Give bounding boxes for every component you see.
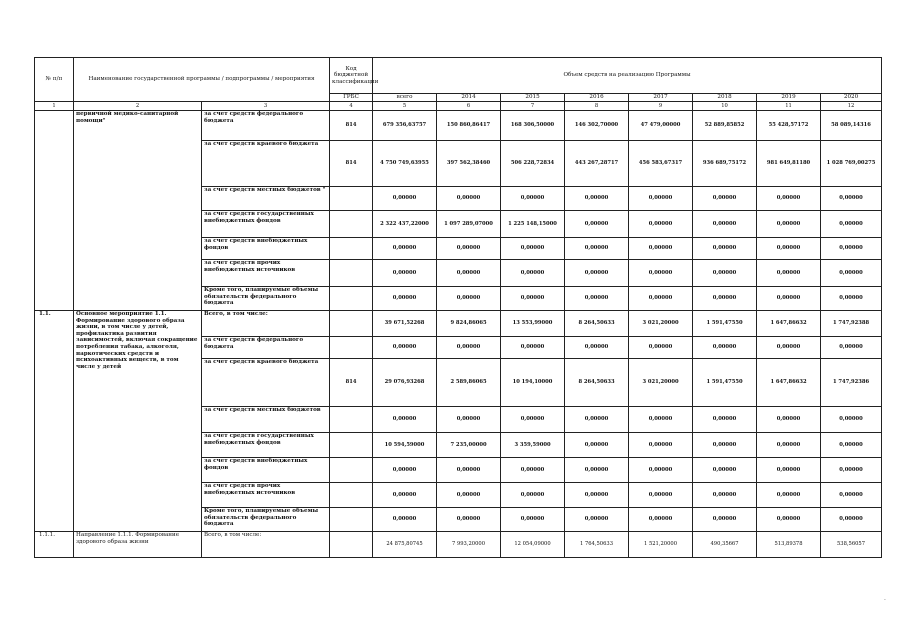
grbs-code bbox=[330, 287, 373, 311]
amount-cell: 1 747,92386 bbox=[821, 359, 882, 407]
funding-source: за счет средств местных бюджетов " bbox=[202, 187, 330, 211]
amount-cell: 0,00000 bbox=[373, 260, 437, 287]
amount-cell: 0,00000 bbox=[629, 458, 693, 483]
amount-cell: 3 359,59000 bbox=[501, 433, 565, 458]
grbs-code bbox=[330, 483, 373, 508]
row-number bbox=[35, 111, 74, 311]
amount-cell: 0,00000 bbox=[437, 187, 501, 211]
amount-cell: 0,00000 bbox=[373, 238, 437, 260]
header-volume: Объем средств на реализацию Программы bbox=[373, 58, 882, 94]
amount-cell: 1 764,50633 bbox=[565, 532, 629, 558]
amount-cell: 0,00000 bbox=[565, 458, 629, 483]
amount-cell: 0,00000 bbox=[373, 287, 437, 311]
amount-cell: 0,00000 bbox=[501, 508, 565, 532]
amount-cell: 397 562,38460 bbox=[437, 141, 501, 187]
amount-cell: 0,00000 bbox=[757, 508, 821, 532]
amount-cell: 0,00000 bbox=[629, 407, 693, 433]
amount-cell: 8 264,50633 bbox=[565, 311, 629, 337]
grbs-code bbox=[330, 311, 373, 337]
column-index: 5 bbox=[373, 102, 437, 111]
amount-cell: 0,00000 bbox=[821, 211, 882, 238]
grbs-code: 814 bbox=[330, 141, 373, 187]
program-name: Основное мероприятие 1.1. Формирование здорового образа жизни, в том числе у детей, профилактика развития зависимостей, включая сокращение потребления табака, алкоголя, наркотических средств и психоактивных веществ, в том числе у детей bbox=[74, 311, 202, 532]
funding-source: Кроме того, планируемые объемы обязательств федерального бюджета bbox=[202, 508, 330, 532]
funding-source: за счет средств внебюджетных фондов bbox=[202, 238, 330, 260]
amount-cell: 0,00000 bbox=[565, 260, 629, 287]
amount-cell: 7 993,20000 bbox=[437, 532, 501, 558]
amount-cell: 0,00000 bbox=[565, 187, 629, 211]
header-year: всего bbox=[373, 94, 437, 102]
amount-cell: 0,00000 bbox=[821, 238, 882, 260]
amount-cell: 0,00000 bbox=[821, 433, 882, 458]
amount-cell: 513,89378 bbox=[757, 532, 821, 558]
funding-source: за счет средств краевого бюджета bbox=[202, 141, 330, 187]
amount-cell: 1 591,47550 bbox=[693, 359, 757, 407]
amount-cell: 0,00000 bbox=[629, 187, 693, 211]
amount-cell: 0,00000 bbox=[757, 337, 821, 359]
grbs-code bbox=[330, 407, 373, 433]
budget-table bbox=[34, 57, 882, 558]
amount-cell: 0,00000 bbox=[757, 187, 821, 211]
amount-cell: 1 591,47550 bbox=[693, 311, 757, 337]
amount-cell: 2 589,86065 bbox=[437, 359, 501, 407]
funding-source: Кроме того, планируемые объемы обязательств федерального бюджета bbox=[202, 287, 330, 311]
amount-cell: 981 649,81180 bbox=[757, 141, 821, 187]
amount-cell: 0,00000 bbox=[629, 238, 693, 260]
amount-cell: 55 428,57172 bbox=[757, 111, 821, 141]
program-name: Направление 1.1.1. Формирование здорового образа жизни bbox=[74, 532, 202, 558]
amount-cell: 0,00000 bbox=[821, 407, 882, 433]
header-code: Код бюджетной классификации bbox=[330, 58, 373, 94]
amount-cell: 0,00000 bbox=[693, 483, 757, 508]
amount-cell: 538,56057 bbox=[821, 532, 882, 558]
amount-cell: 0,00000 bbox=[501, 187, 565, 211]
amount-cell: 0,00000 bbox=[821, 337, 882, 359]
amount-cell: 0,00000 bbox=[437, 238, 501, 260]
amount-cell: 0,00000 bbox=[821, 508, 882, 532]
amount-cell: 0,00000 bbox=[821, 187, 882, 211]
funding-source: за счет средств внебюджетных фондов bbox=[202, 458, 330, 483]
amount-cell: 1 647,86632 bbox=[757, 311, 821, 337]
header-year: 2020 bbox=[821, 94, 882, 102]
row-number: 1.1. bbox=[35, 311, 74, 532]
header-year: 2018 bbox=[693, 94, 757, 102]
grbs-code bbox=[330, 458, 373, 483]
funding-source: за счет средств краевого бюджета bbox=[202, 359, 330, 407]
amount-cell: 0,00000 bbox=[373, 458, 437, 483]
amount-cell: 0,00000 bbox=[693, 260, 757, 287]
program-name: первичной медико-санитарной помощи" bbox=[74, 111, 202, 311]
column-index: 1 bbox=[35, 102, 74, 111]
amount-cell: 168 306,50000 bbox=[501, 111, 565, 141]
amount-cell: 0,00000 bbox=[821, 483, 882, 508]
amount-cell: 1 028 769,00275 bbox=[821, 141, 882, 187]
amount-cell: 0,00000 bbox=[629, 433, 693, 458]
grbs-code bbox=[330, 187, 373, 211]
amount-cell: 0,00000 bbox=[757, 433, 821, 458]
column-index: 10 bbox=[693, 102, 757, 111]
header-year: 2019 bbox=[757, 94, 821, 102]
header-year: 2015 bbox=[501, 94, 565, 102]
amount-cell: 0,00000 bbox=[821, 458, 882, 483]
column-index: 9 bbox=[629, 102, 693, 111]
header-year: 2014 bbox=[437, 94, 501, 102]
amount-cell: 0,00000 bbox=[629, 337, 693, 359]
amount-cell: 1 097 289,07000 bbox=[437, 211, 501, 238]
amount-cell: 39 671,52268 bbox=[373, 311, 437, 337]
scan-dot: · bbox=[884, 597, 886, 604]
amount-cell: 936 689,75172 bbox=[693, 141, 757, 187]
amount-cell: 2 322 437,22000 bbox=[373, 211, 437, 238]
amount-cell: 0,00000 bbox=[373, 483, 437, 508]
amount-cell: 506 228,72834 bbox=[501, 141, 565, 187]
amount-cell: 490,35667 bbox=[693, 532, 757, 558]
grbs-code bbox=[330, 238, 373, 260]
amount-cell: 0,00000 bbox=[437, 407, 501, 433]
amount-cell: 0,00000 bbox=[693, 433, 757, 458]
amount-cell: 0,00000 bbox=[437, 508, 501, 532]
amount-cell: 0,00000 bbox=[501, 260, 565, 287]
amount-cell: 0,00000 bbox=[629, 211, 693, 238]
column-index: 12 bbox=[821, 102, 882, 111]
funding-source: за счет средств местных бюджетов bbox=[202, 407, 330, 433]
funding-source: за счет средств государственных внебюджетных фондов bbox=[202, 211, 330, 238]
funding-source: за счет средств прочих внебюджетных источников bbox=[202, 483, 330, 508]
amount-cell: 150 860,86417 bbox=[437, 111, 501, 141]
amount-cell: 0,00000 bbox=[629, 287, 693, 311]
grbs-code bbox=[330, 433, 373, 458]
amount-cell: 0,00000 bbox=[821, 260, 882, 287]
amount-cell: 10 594,59000 bbox=[373, 433, 437, 458]
amount-cell: 7 235,00000 bbox=[437, 433, 501, 458]
header-name: Наименование государственной программы / подпрограммы / мероприятия bbox=[74, 58, 330, 102]
grbs-code bbox=[330, 211, 373, 238]
amount-cell: 0,00000 bbox=[757, 407, 821, 433]
grbs-code bbox=[330, 508, 373, 532]
grbs-code: 814 bbox=[330, 111, 373, 141]
amount-cell: 0,00000 bbox=[629, 483, 693, 508]
funding-source: за счет средств прочих внебюджетных источников bbox=[202, 260, 330, 287]
header-number: № п/п bbox=[35, 58, 74, 102]
grbs-code bbox=[330, 260, 373, 287]
amount-cell: 10 194,10000 bbox=[501, 359, 565, 407]
funding-source: за счет средств государственных внебюджетных фондов bbox=[202, 433, 330, 458]
amount-cell: 0,00000 bbox=[693, 407, 757, 433]
grbs-code: 814 bbox=[330, 359, 373, 407]
amount-cell: 0,00000 bbox=[373, 187, 437, 211]
amount-cell: 0,00000 bbox=[565, 211, 629, 238]
amount-cell: 0,00000 bbox=[437, 260, 501, 287]
amount-cell: 0,00000 bbox=[757, 211, 821, 238]
amount-cell: 0,00000 bbox=[629, 260, 693, 287]
amount-cell: 3 021,20000 bbox=[629, 359, 693, 407]
amount-cell: 0,00000 bbox=[693, 187, 757, 211]
amount-cell: 1 747,92388 bbox=[821, 311, 882, 337]
amount-cell: 0,00000 bbox=[501, 407, 565, 433]
column-index: 2 bbox=[74, 102, 202, 111]
amount-cell: 1 521,20000 bbox=[629, 532, 693, 558]
amount-cell: 0,00000 bbox=[821, 287, 882, 311]
amount-cell: 0,00000 bbox=[565, 407, 629, 433]
amount-cell: 0,00000 bbox=[501, 337, 565, 359]
amount-cell: 456 583,67317 bbox=[629, 141, 693, 187]
amount-cell: 0,00000 bbox=[693, 508, 757, 532]
amount-cell: 0,00000 bbox=[757, 260, 821, 287]
amount-cell: 24 875,80745 bbox=[373, 532, 437, 558]
funding-source: за счет средств федерального бюджета bbox=[202, 337, 330, 359]
funding-source: Всего, в том числе: bbox=[202, 311, 330, 337]
amount-cell: 0,00000 bbox=[757, 458, 821, 483]
row-number: 1.1.1. bbox=[35, 532, 74, 558]
column-index: 4 bbox=[330, 102, 373, 111]
amount-cell: 0,00000 bbox=[373, 508, 437, 532]
grbs-code bbox=[330, 337, 373, 359]
amount-cell: 0,00000 bbox=[565, 508, 629, 532]
grbs-code bbox=[330, 532, 373, 558]
amount-cell: 0,00000 bbox=[565, 287, 629, 311]
amount-cell: 0,00000 bbox=[373, 337, 437, 359]
table-row bbox=[35, 111, 882, 141]
amount-cell: 0,00000 bbox=[693, 458, 757, 483]
amount-cell: 9 824,86065 bbox=[437, 311, 501, 337]
amount-cell: 13 553,99000 bbox=[501, 311, 565, 337]
column-index: 11 bbox=[757, 102, 821, 111]
amount-cell: 146 302,70000 bbox=[565, 111, 629, 141]
amount-cell: 0,00000 bbox=[565, 337, 629, 359]
amount-cell: 0,00000 bbox=[565, 238, 629, 260]
amount-cell: 12 054,09000 bbox=[501, 532, 565, 558]
amount-cell: 0,00000 bbox=[693, 337, 757, 359]
amount-cell: 0,00000 bbox=[437, 337, 501, 359]
column-index: 6 bbox=[437, 102, 501, 111]
amount-cell: 0,00000 bbox=[757, 287, 821, 311]
amount-cell: 3 021,20000 bbox=[629, 311, 693, 337]
amount-cell: 4 750 749,63955 bbox=[373, 141, 437, 187]
amount-cell: 0,00000 bbox=[565, 483, 629, 508]
column-index: 3 bbox=[202, 102, 330, 111]
amount-cell: 0,00000 bbox=[373, 407, 437, 433]
amount-cell: 0,00000 bbox=[757, 238, 821, 260]
amount-cell: 443 267,28717 bbox=[565, 141, 629, 187]
funding-source: Всего, в том числе: bbox=[202, 532, 330, 558]
amount-cell: 58 089,14316 bbox=[821, 111, 882, 141]
amount-cell: 47 479,00000 bbox=[629, 111, 693, 141]
header-year: 2017 bbox=[629, 94, 693, 102]
amount-cell: 0,00000 bbox=[565, 433, 629, 458]
column-index: 8 bbox=[565, 102, 629, 111]
column-index: 7 bbox=[501, 102, 565, 111]
funding-source: за счет средств федерального бюджета bbox=[202, 111, 330, 141]
amount-cell: 1 647,86632 bbox=[757, 359, 821, 407]
amount-cell: 8 264,50633 bbox=[565, 359, 629, 407]
amount-cell: 0,00000 bbox=[501, 483, 565, 508]
amount-cell: 0,00000 bbox=[501, 238, 565, 260]
amount-cell: 0,00000 bbox=[693, 238, 757, 260]
amount-cell: 0,00000 bbox=[629, 508, 693, 532]
amount-cell: 29 076,93268 bbox=[373, 359, 437, 407]
amount-cell: 0,00000 bbox=[437, 483, 501, 508]
amount-cell: 0,00000 bbox=[693, 287, 757, 311]
table-row bbox=[35, 532, 882, 558]
amount-cell: 52 889,85852 bbox=[693, 111, 757, 141]
amount-cell: 679 356,63757 bbox=[373, 111, 437, 141]
amount-cell: 0,00000 bbox=[757, 483, 821, 508]
header-year: 2016 bbox=[565, 94, 629, 102]
amount-cell: 0,00000 bbox=[437, 458, 501, 483]
amount-cell: 1 225 148,15000 bbox=[501, 211, 565, 238]
table-row bbox=[35, 311, 882, 337]
amount-cell: 0,00000 bbox=[437, 287, 501, 311]
amount-cell: 0,00000 bbox=[501, 287, 565, 311]
amount-cell: 0,00000 bbox=[693, 211, 757, 238]
amount-cell: 0,00000 bbox=[501, 458, 565, 483]
header-grbs: ГРБС bbox=[330, 94, 373, 102]
